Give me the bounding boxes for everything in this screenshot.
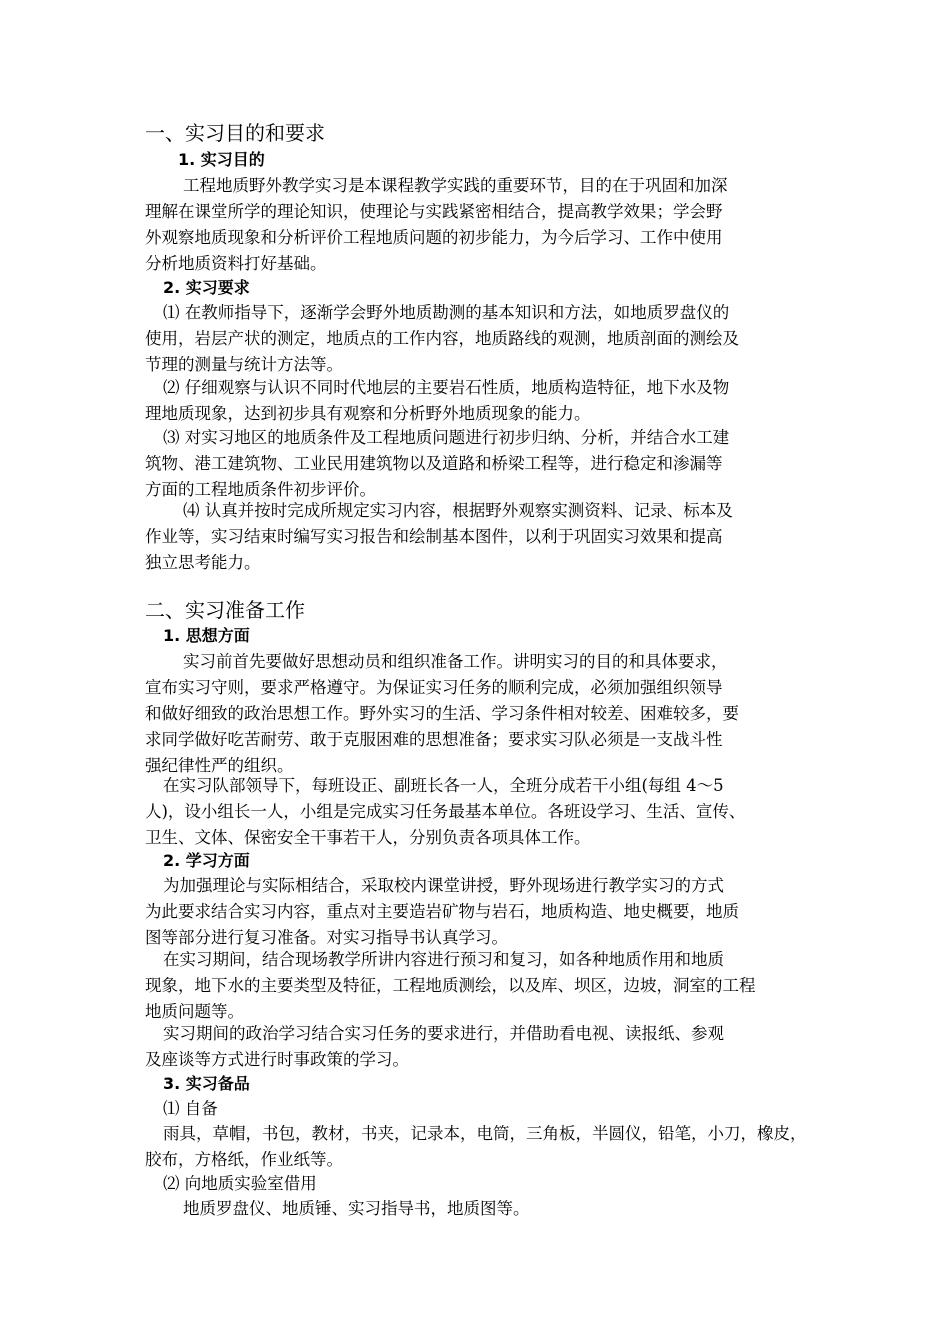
- text-line: 在实习队部领导下，每班设正、副班长各一人，全班分成若干小组(每组 4～5: [163, 776, 724, 795]
- section-heading: 一、实习目的和要求: [145, 121, 325, 145]
- text-line: 及座谈等方式进行时事政策的学习。: [145, 1050, 409, 1069]
- list-item: [145, 498, 815, 576]
- text-line: 节理的测量与统计方法等。: [145, 355, 343, 374]
- subsection-title: 2. 实习要求: [163, 278, 250, 297]
- text-line: 实习前首先要做好思想动员和组织准备工作。讲明实习的目的和具体要求，: [183, 652, 728, 671]
- text-line: 独立思考能力。: [145, 553, 261, 572]
- text-line: 现象，地下水的主要类型及特征，工程地质测绘，以及库、坝区，边坡，洞室的工程: [145, 976, 756, 995]
- text-line: 人)，设小组长一人，小组是完成实习任务最基本单位。各班设学习、生活、宣传、: [145, 802, 746, 821]
- text-line: 实习期间的政治学习结合实习任务的要求进行，并借助看电视、读报纸、参观: [163, 1024, 724, 1043]
- list-item-title: ⑴ 自备: [163, 1099, 218, 1118]
- text-line: 作业等，实习结束时编写实习报告和绘制基本图件，以利于巩固实习效果和提高: [145, 527, 723, 546]
- text-line: ⑷ 认真并按时完成所规定实习内容，根据野外观察实测资料、记录、标本及: [183, 501, 733, 520]
- text-line: 卫生、文体、保密安全干事若干人，分别负责各项具体工作。: [145, 828, 591, 847]
- subsection-title: 1. 思想方面: [163, 626, 250, 645]
- text-line: 宣布实习守则，要求严格遵守。为保证实习任务的顺利完成，必须加强组织领导: [145, 678, 723, 697]
- paragraph: [145, 1196, 815, 1222]
- text-line: 为此要求结合实习内容，重点对主要造岩矿物与岩石，地质构造、地史概要，地质: [145, 902, 739, 921]
- text-line: 方面的工程地质条件初步评价。: [145, 480, 376, 499]
- text-line: 求同学做好吃苦耐劳、敢于克服困难的思想准备；要求实习队必须是一支战斗性: [145, 730, 723, 749]
- text-line: 强纪律性严的组织。: [145, 756, 294, 775]
- text-line: 外观察地质现象和分析评价工程地质问题的初步能力，为今后学习、工作中使用: [145, 228, 723, 247]
- text-line: 分析地质资料打好基础。: [145, 254, 327, 273]
- list-item: [145, 300, 815, 378]
- text-line: 图等部分进行复习准备。对实习指导书认真学习。: [145, 928, 508, 947]
- paragraph: [145, 173, 815, 277]
- text-line: 理地质现象，达到初步具有观察和分析野外地质现象的能力。: [145, 404, 591, 423]
- text-line: 工程地质野外教学实习是本课程教学实践的重要环节，目的在于巩固和加深: [183, 176, 728, 195]
- paragraph: [145, 873, 815, 951]
- text-line: 和做好细致的政治思想工作。野外实习的生活、学习条件相对较差、困难较多，要: [145, 704, 739, 723]
- text-line: 地质罗盘仪、地质锤、实习指导书，地质图等。: [183, 1199, 530, 1218]
- text-line: ⑴ 在教师指导下，逐渐学会野外地质勘测的基本知识和方法，如地质罗盘仪的: [163, 303, 730, 322]
- text-line: 在实习期间，结合现场教学所讲内容进行预习和复习，如各种地质作用和地质: [163, 950, 724, 969]
- paragraph: [145, 1021, 815, 1073]
- text-line: ⑶ 对实习地区的地质条件及工程地质问题进行初步归纳、分析，并结合水工建: [163, 428, 730, 447]
- text-line: 使用，岩层产状的测定，地质点的工作内容，地质路线的观测，地质剖面的测绘及: [145, 329, 739, 348]
- subsection-title: 2. 学习方面: [163, 851, 250, 870]
- paragraph: [145, 947, 815, 1025]
- paragraph: [145, 773, 815, 851]
- paragraph: [145, 1121, 815, 1173]
- text-line: ⑵ 仔细观察与认识不同时代地层的主要岩石性质，地质构造特征，地下水及物: [163, 378, 730, 397]
- subsection-title: 1. 实习目的: [178, 150, 265, 169]
- text-line: 雨具，草帽，书包，教材，书夹，记录本，电筒，三角板，半圆仪，铅笔，小刀，橡皮，: [163, 1124, 807, 1143]
- paragraph: [145, 649, 815, 779]
- subsection-title: 3. 实习备品: [163, 1074, 250, 1093]
- list-item: [145, 375, 815, 427]
- text-line: 地质问题等。: [145, 1002, 244, 1021]
- section-heading: 二、实习准备工作: [145, 598, 305, 622]
- text-line: 胶布，方格纸，作业纸等。: [145, 1150, 343, 1169]
- text-line: 为加强理论与实际相结合，采取校内课堂讲授，野外现场进行教学实习的方式: [163, 876, 724, 895]
- text-line: 理解在课堂所学的理论知识，使理论与实践紧密相结合，提高教学效果；学会野: [145, 202, 723, 221]
- list-item-title: ⑵ 向地质实验室借用: [163, 1174, 317, 1193]
- list-item: [145, 425, 815, 503]
- text-line: 筑物、港工建筑物、工业民用建筑物以及道路和桥梁工程等，进行稳定和渗漏等: [145, 454, 723, 473]
